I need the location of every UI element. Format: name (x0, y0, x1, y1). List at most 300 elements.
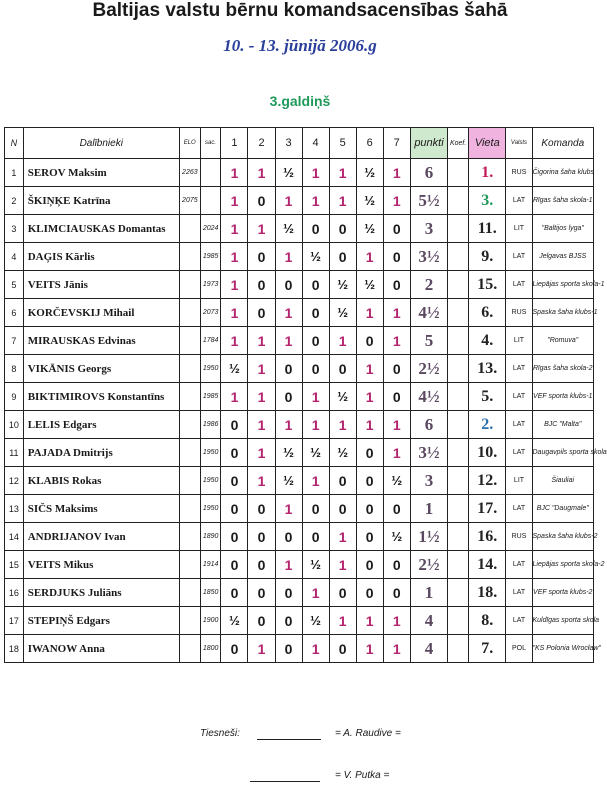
header-round-7: 7 (383, 128, 410, 159)
round-3-result: ½ (275, 439, 302, 467)
player-elo (179, 411, 200, 439)
round-2-result: 1 (248, 355, 275, 383)
points-cell: 2 (410, 271, 447, 299)
points-cell: 6 (410, 411, 447, 439)
table-row (5, 215, 594, 243)
round-6-result: ½ (356, 159, 383, 187)
page-title: Baltijas valstu bērnu komandsacensības šahā (92, 0, 508, 21)
place-cell: 16. (469, 523, 506, 551)
round-4-result: 0 (302, 215, 329, 243)
koef-cell (448, 467, 469, 495)
round-1-result: 1 (221, 243, 248, 271)
points-cell: 5 (410, 327, 447, 355)
place-cell: 6. (469, 299, 506, 327)
round-3-result: 0 (275, 523, 302, 551)
round-5-result: ½ (329, 439, 356, 467)
round-3-result: 0 (275, 607, 302, 635)
round-3-result: 0 (275, 635, 302, 663)
round-1-result: 1 (221, 327, 248, 355)
round-7-result: 0 (383, 243, 410, 271)
table-row (5, 467, 594, 495)
player-elo (179, 579, 200, 607)
player-rating: 1784 (200, 327, 221, 355)
team-cell: Šiauliai (532, 467, 594, 495)
place-cell: 18. (469, 579, 506, 607)
results-table (4, 127, 607, 663)
player-rating: 1890 (200, 523, 221, 551)
round-5-result: 1 (329, 523, 356, 551)
points-cell: 3 (410, 215, 447, 243)
points-cell: 3 (410, 467, 447, 495)
player-name: LELIS Edgars (23, 411, 179, 439)
player-name: SEROV Maksim (23, 159, 179, 187)
place-cell: 13. (469, 355, 506, 383)
player-elo (179, 327, 200, 355)
country-cell: LAT (506, 439, 532, 467)
country-cell: LIT (506, 467, 532, 495)
round-4-result: 1 (302, 467, 329, 495)
results-body (5, 159, 607, 663)
judge-2-name: = V. Putka = (335, 770, 390, 781)
player-elo (179, 439, 200, 467)
player-name: KLIMCIAUSKAS Domantas (23, 215, 179, 243)
round-4-result: 0 (302, 271, 329, 299)
country-cell: LAT (506, 607, 532, 635)
round-6-result: ½ (356, 215, 383, 243)
place-cell: 7. (469, 635, 506, 663)
round-4-result: ½ (302, 439, 329, 467)
player-name: IWANOW Anna (23, 635, 179, 663)
round-2-result: 0 (248, 551, 275, 579)
table-row (5, 187, 594, 215)
team-cell: "Romuva" (532, 327, 594, 355)
round-3-result: 0 (275, 355, 302, 383)
signature-line-1 (257, 739, 321, 740)
country-cell: RUS (506, 159, 532, 187)
table-row (5, 523, 594, 551)
row-number: 15 (5, 551, 24, 579)
round-1-result: 0 (221, 439, 248, 467)
koef-cell (448, 635, 469, 663)
player-name: STEPIŅŠ Edgars (23, 607, 179, 635)
player-elo (179, 495, 200, 523)
round-3-result: 0 (275, 271, 302, 299)
round-3-result: 0 (275, 579, 302, 607)
round-3-result: 1 (275, 411, 302, 439)
koef-cell (448, 271, 469, 299)
round-7-result: ½ (383, 523, 410, 551)
row-number: 7 (5, 327, 24, 355)
koef-cell (448, 439, 469, 467)
koef-cell (448, 187, 469, 215)
team-cell: Kuldīgas sporta skola (532, 607, 594, 635)
round-6-result: 0 (356, 467, 383, 495)
round-2-result: 1 (248, 467, 275, 495)
koef-cell (448, 551, 469, 579)
row-number: 16 (5, 579, 24, 607)
player-elo (179, 271, 200, 299)
team-cell: Daugavpils sporta skola (532, 439, 594, 467)
round-3-result: 1 (275, 187, 302, 215)
header-round-1: 1 (221, 128, 248, 159)
player-elo (179, 635, 200, 663)
table-row (5, 271, 594, 299)
row-number: 4 (5, 243, 24, 271)
team-cell: Liepājas sporta skola-1 (532, 271, 594, 299)
team-cell: Jelgavas BJSS (532, 243, 594, 271)
header-round-4: 4 (302, 128, 329, 159)
team-cell: Čigorina šaha klubs (532, 159, 594, 187)
round-4-result: 0 (302, 523, 329, 551)
player-name: ANDRIJANOV Ivan (23, 523, 179, 551)
row-number: 14 (5, 523, 24, 551)
round-5-result: 1 (329, 411, 356, 439)
place-cell: 17. (469, 495, 506, 523)
round-5-result: 1 (329, 551, 356, 579)
header-round-2: 2 (248, 128, 275, 159)
points-cell: 4½ (410, 299, 447, 327)
row-number: 5 (5, 271, 24, 299)
round-4-result: 1 (302, 411, 329, 439)
round-2-result: 0 (248, 607, 275, 635)
player-name: VEITS Mikus (23, 551, 179, 579)
player-rating (200, 159, 221, 187)
team-cell: Spaska šaha klubs-2 (532, 523, 594, 551)
round-2-result: 1 (248, 327, 275, 355)
round-7-result: 0 (383, 495, 410, 523)
round-7-result: 1 (383, 299, 410, 327)
points-cell: 4 (410, 635, 447, 663)
table-row (5, 439, 594, 467)
round-1-result: 0 (221, 523, 248, 551)
round-6-result: 1 (356, 355, 383, 383)
round-5-result: 0 (329, 355, 356, 383)
points-cell: 3½ (410, 243, 447, 271)
round-1-result: 1 (221, 215, 248, 243)
round-7-result: 1 (383, 411, 410, 439)
player-elo: 2263 (179, 159, 200, 187)
round-6-result: 0 (356, 327, 383, 355)
player-rating: 1950 (200, 495, 221, 523)
country-cell: LIT (506, 327, 532, 355)
round-4-result: 0 (302, 327, 329, 355)
round-1-result: 0 (221, 635, 248, 663)
points-cell: 3½ (410, 439, 447, 467)
points-cell: 5½ (410, 187, 447, 215)
player-name: MIRAUSKAS Edvinas (23, 327, 179, 355)
round-1-result: 1 (221, 271, 248, 299)
player-elo (179, 243, 200, 271)
table-header-row (5, 128, 594, 159)
player-rating: 1900 (200, 607, 221, 635)
row-number: 2 (5, 187, 24, 215)
country-cell: RUS (506, 299, 532, 327)
place-cell: 11. (469, 215, 506, 243)
round-3-result: 1 (275, 495, 302, 523)
team-cell: BJC "Daugmale" (532, 495, 594, 523)
round-4-result: 1 (302, 159, 329, 187)
country-cell: LAT (506, 551, 532, 579)
koef-cell (448, 215, 469, 243)
round-6-result: 1 (356, 411, 383, 439)
team-cell: BJC "Malta" (532, 411, 594, 439)
row-number: 17 (5, 607, 24, 635)
player-rating: 1850 (200, 579, 221, 607)
table-row (5, 299, 594, 327)
round-4-result: 1 (302, 383, 329, 411)
player-name: ŠKIŅĶE Katrīna (23, 187, 179, 215)
round-6-result: 1 (356, 635, 383, 663)
place-cell: 12. (469, 467, 506, 495)
header-name: Dalībnieki (23, 128, 179, 159)
round-7-result: 1 (383, 187, 410, 215)
team-cell: "Baltijos lyga" (532, 215, 594, 243)
points-cell: 1 (410, 495, 447, 523)
player-elo (179, 355, 200, 383)
player-name: VIKĀNIS Georgs (23, 355, 179, 383)
header-team: Komanda (532, 128, 594, 159)
round-1-result: 0 (221, 411, 248, 439)
header-round-3: 3 (275, 128, 302, 159)
header-country: Valsts (506, 128, 532, 159)
country-cell: LIT (506, 215, 532, 243)
player-elo: 2075 (179, 187, 200, 215)
table-row (5, 495, 594, 523)
round-5-result: ½ (329, 299, 356, 327)
round-6-result: 1 (356, 243, 383, 271)
round-3-result: ½ (275, 159, 302, 187)
player-rating: 1800 (200, 635, 221, 663)
team-cell: Rīgas šaha skola-1 (532, 187, 594, 215)
place-cell: 8. (469, 607, 506, 635)
koef-cell (448, 327, 469, 355)
round-2-result: 0 (248, 271, 275, 299)
player-elo (179, 215, 200, 243)
points-cell: 1½ (410, 523, 447, 551)
country-cell: LAT (506, 187, 532, 215)
round-3-result: 1 (275, 299, 302, 327)
round-7-result: 1 (383, 159, 410, 187)
round-5-result: 0 (329, 495, 356, 523)
row-number: 13 (5, 495, 24, 523)
team-cell: Liepājas sporta skola-2 (532, 551, 594, 579)
round-6-result: 0 (356, 551, 383, 579)
table-row (5, 159, 594, 187)
place-cell: 9. (469, 243, 506, 271)
round-2-result: 1 (248, 215, 275, 243)
round-7-result: 0 (383, 579, 410, 607)
round-7-result: 0 (383, 271, 410, 299)
round-2-result: 1 (248, 159, 275, 187)
team-cell: Spaska šaha klubs-1 (532, 299, 594, 327)
round-5-result: 1 (329, 607, 356, 635)
team-cell: "KS Polonia Wrocław" (532, 635, 594, 663)
place-cell: 3. (469, 187, 506, 215)
event-dates: 10. - 13. jūnijā 2006.g (223, 36, 377, 55)
round-1-result: 0 (221, 551, 248, 579)
round-4-result: 0 (302, 299, 329, 327)
round-1-result: 1 (221, 383, 248, 411)
round-5-result: 0 (329, 243, 356, 271)
player-rating: 1950 (200, 439, 221, 467)
country-cell: POL (506, 635, 532, 663)
round-6-result: 0 (356, 439, 383, 467)
round-2-result: 0 (248, 243, 275, 271)
place-cell: 10. (469, 439, 506, 467)
round-7-result: 1 (383, 635, 410, 663)
points-cell: 4½ (410, 383, 447, 411)
round-6-result: ½ (356, 271, 383, 299)
round-7-result: ½ (383, 467, 410, 495)
player-name: DAĢIS Kārlis (23, 243, 179, 271)
round-7-result: 0 (383, 215, 410, 243)
round-4-result: 1 (302, 635, 329, 663)
player-rating: 1950 (200, 467, 221, 495)
player-name: PAJADA Dmitrijs (23, 439, 179, 467)
round-1-result: ½ (221, 355, 248, 383)
row-number: 11 (5, 439, 24, 467)
table-row (5, 355, 594, 383)
round-6-result: 0 (356, 523, 383, 551)
country-cell: RUS (506, 523, 532, 551)
place-cell: 14. (469, 551, 506, 579)
round-2-result: 0 (248, 187, 275, 215)
round-6-result: ½ (356, 187, 383, 215)
round-5-result: 1 (329, 187, 356, 215)
table-row (5, 607, 594, 635)
row-number: 9 (5, 383, 24, 411)
team-cell: Rīgas šaha skola-2 (532, 355, 594, 383)
header-place: Vieta (469, 128, 506, 159)
player-rating: 1973 (200, 271, 221, 299)
round-4-result: ½ (302, 607, 329, 635)
round-5-result: 0 (329, 635, 356, 663)
round-1-result: 1 (221, 299, 248, 327)
round-7-result: 1 (383, 439, 410, 467)
player-elo (179, 467, 200, 495)
round-6-result: 0 (356, 579, 383, 607)
player-elo (179, 551, 200, 579)
round-2-result: 1 (248, 439, 275, 467)
koef-cell (448, 159, 469, 187)
player-name: VEITS Jānis (23, 271, 179, 299)
round-3-result: 1 (275, 243, 302, 271)
row-number: 6 (5, 299, 24, 327)
round-7-result: 0 (383, 383, 410, 411)
round-5-result: 0 (329, 467, 356, 495)
koef-cell (448, 523, 469, 551)
points-cell: 1 (410, 579, 447, 607)
header-points: punkti (410, 128, 447, 159)
player-rating: 1985 (200, 383, 221, 411)
player-name: BIKTIMIROVS Konstantīns (23, 383, 179, 411)
player-name: KORČEVSKIJ Mihail (23, 299, 179, 327)
round-2-result: 1 (248, 411, 275, 439)
round-2-result: 0 (248, 299, 275, 327)
round-1-result: 0 (221, 467, 248, 495)
header-round-5: 5 (329, 128, 356, 159)
koef-cell (448, 607, 469, 635)
player-name: KLABIS Rokas (23, 467, 179, 495)
judge-1-name: = A. Raudive = (335, 728, 401, 739)
row-number: 8 (5, 355, 24, 383)
round-6-result: 0 (356, 495, 383, 523)
team-cell: VEF sporta klubs-2 (532, 579, 594, 607)
round-4-result: 0 (302, 355, 329, 383)
round-7-result: 0 (383, 355, 410, 383)
koef-cell (448, 411, 469, 439)
place-cell: 1. (469, 159, 506, 187)
table-row (5, 383, 594, 411)
header-elo: ELO (179, 128, 200, 159)
table-row (5, 411, 594, 439)
country-cell: LAT (506, 411, 532, 439)
round-5-result: ½ (329, 271, 356, 299)
round-2-result: 0 (248, 523, 275, 551)
round-7-result: 1 (383, 327, 410, 355)
round-1-result: 1 (221, 187, 248, 215)
place-cell: 2. (469, 411, 506, 439)
table-row (5, 551, 594, 579)
player-elo (179, 607, 200, 635)
round-5-result: ½ (329, 383, 356, 411)
round-2-result: 0 (248, 495, 275, 523)
player-rating: 1985 (200, 243, 221, 271)
round-3-result: 0 (275, 383, 302, 411)
round-1-result: ½ (221, 607, 248, 635)
round-5-result: 1 (329, 159, 356, 187)
round-4-result: 1 (302, 187, 329, 215)
player-name: SIČS Maksims (23, 495, 179, 523)
row-number: 1 (5, 159, 24, 187)
player-name: SERDJUKS Juliāns (23, 579, 179, 607)
player-elo (179, 383, 200, 411)
koef-cell (448, 495, 469, 523)
player-rating: 2024 (200, 215, 221, 243)
signature-line-2 (250, 781, 320, 782)
round-5-result: 0 (329, 579, 356, 607)
player-rating: 2073 (200, 299, 221, 327)
player-rating (200, 187, 221, 215)
round-6-result: 1 (356, 607, 383, 635)
round-2-result: 1 (248, 635, 275, 663)
player-rating: 1950 (200, 355, 221, 383)
table-row (5, 579, 594, 607)
round-3-result: 1 (275, 551, 302, 579)
koef-cell (448, 299, 469, 327)
round-6-result: 1 (356, 383, 383, 411)
round-2-result: 0 (248, 579, 275, 607)
place-cell: 4. (469, 327, 506, 355)
round-3-result: ½ (275, 215, 302, 243)
round-7-result: 0 (383, 551, 410, 579)
team-cell: VEF sporta klubs-1 (532, 383, 594, 411)
round-4-result: 0 (302, 495, 329, 523)
koef-cell (448, 579, 469, 607)
judges-label: Tiesneši: (200, 728, 240, 739)
country-cell: LAT (506, 383, 532, 411)
round-1-result: 1 (221, 159, 248, 187)
board-label: 3.galdiņš (269, 93, 331, 109)
header-sub: sac. (200, 128, 221, 159)
round-5-result: 1 (329, 327, 356, 355)
player-elo (179, 523, 200, 551)
table-row (5, 243, 594, 271)
row-number: 18 (5, 635, 24, 663)
country-cell: LAT (506, 579, 532, 607)
round-7-result: 1 (383, 607, 410, 635)
header-koef: Koef. (448, 128, 469, 159)
